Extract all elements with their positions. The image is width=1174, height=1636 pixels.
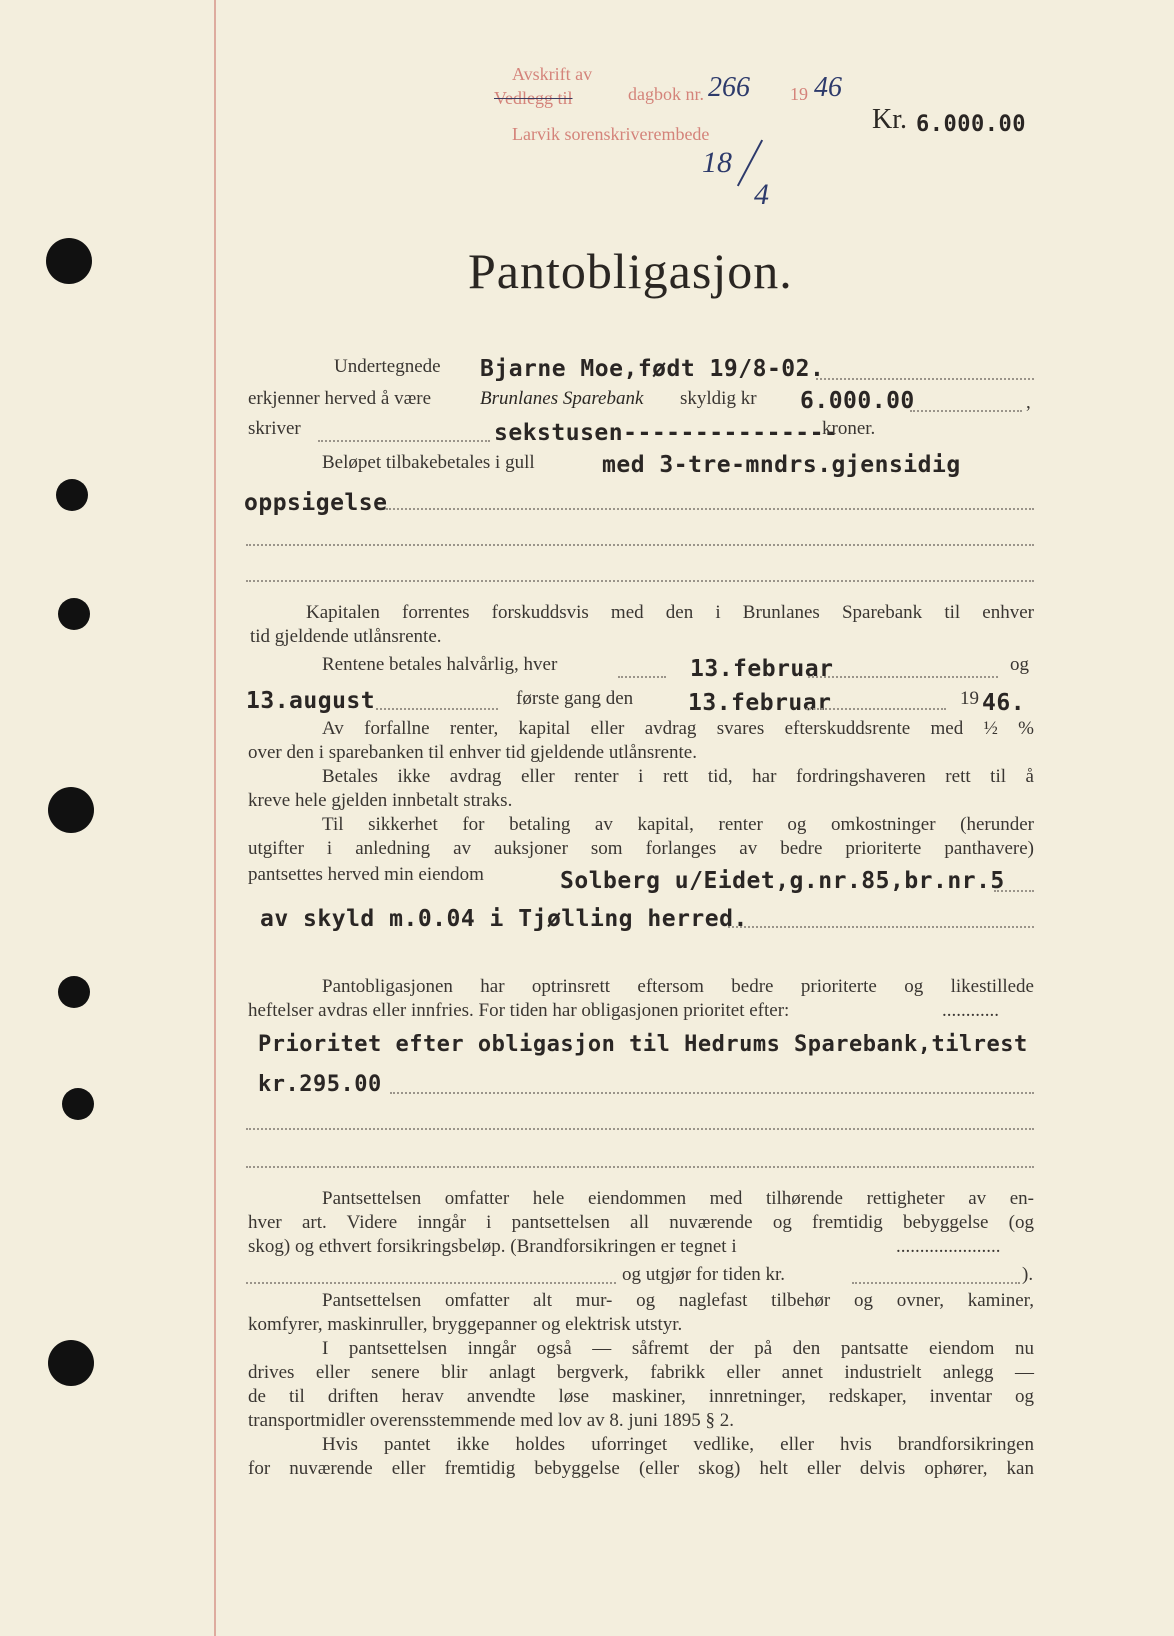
year-handwritten: 46 (814, 72, 842, 103)
dagbok-number: 266 (708, 72, 750, 103)
punch-hole (62, 1088, 94, 1120)
forste-label: første gang den (516, 688, 634, 709)
priority-line-1: Pantobligasjonen har optrinsrett eftersom bedre prioriterte og likestillede (322, 976, 1034, 997)
priority-dots: ............ (942, 1000, 999, 1021)
dotted-line (318, 440, 490, 442)
punch-hole (48, 1340, 94, 1386)
erkjenner-label: erkjenner herved å være (248, 388, 432, 409)
punch-hole (58, 598, 90, 630)
clause-line: kreve hele gjelden innbetalt straks. (248, 790, 513, 811)
priority-value-2: kr.295.00 (258, 1072, 382, 1097)
punch-hole (46, 238, 92, 284)
punch-hole (56, 479, 88, 511)
clause-line: Til sikkerhet for betaling av kapital, renter og omkostninger (herunder (322, 814, 1034, 835)
dotted-line (246, 580, 1034, 582)
header-amount: 6.000.00 (916, 112, 1026, 137)
interest-line-2: tid gjeldende utlånsrente. (250, 626, 442, 647)
pledge-line: de til driften herav anvendte løse maskiner, innretninger, redskaper, inventar og (248, 1386, 1034, 1407)
pledge-line: I pantsettelsen inngår også — såfremt der på den pantsatte eiendom nu (322, 1338, 1034, 1359)
stamp-dagbok: dagbok nr. (628, 84, 704, 104)
pledge-line: og utgjør for tiden kr. (622, 1264, 786, 1285)
dotted-line (910, 410, 1022, 412)
dotted-line (618, 676, 666, 678)
stamp-office: Larvik sorenskriverembede (512, 124, 710, 144)
creditor-name: Brunlanes Sparebank (480, 388, 644, 409)
interest-date-1: 13.februar (690, 656, 834, 682)
dotted-line (246, 1282, 616, 1284)
priority-value-1: Prioritet efter obligasjon til Hedrums Sparebank,tilrest (258, 1032, 1028, 1057)
repay-label: Beløpet tilbakebetales i gull (322, 452, 535, 473)
dotted-line (852, 1282, 1020, 1284)
dotted-line (728, 926, 1034, 928)
dotted-line (246, 1166, 1034, 1168)
dotted-line (386, 508, 1034, 510)
pledge-line: komfyrer, maskinruller, bryggepanner og elektrisk utstyr. (248, 1314, 683, 1335)
clause-line: utgifter i anledning av auksjoner som forlanges av bedre prioriterte panthavere) (248, 838, 1034, 859)
amount-label: Kr. (872, 104, 907, 135)
comma: , (1026, 392, 1031, 413)
og-label: og (1010, 654, 1029, 675)
undertegnede-label: Undertegnede (334, 356, 441, 377)
kroner-label: kroner. (822, 418, 876, 439)
pledge-line: hver art. Videre inngår i pantsettelsen all nuværende og fremtidig bebyggelse (og (248, 1212, 1034, 1233)
margin-rule (214, 0, 216, 1636)
pledge-line: ). (1022, 1264, 1034, 1285)
date-note-top: 18 (702, 146, 732, 179)
repay-terms-2: oppsigelse (244, 490, 388, 516)
clause-line: over den i sparebanken til enhver tid gjeldende utlånsrente. (248, 742, 697, 763)
property-value-2: av skyld m.0.04 i Tjølling herred. (260, 906, 748, 932)
year-prefix: 19 (960, 688, 979, 709)
skyldig-label: skyldig kr (680, 388, 757, 409)
priority-line-2: heftelser avdras eller innfries. For tiden har obligasjonen prioritet efter: (248, 1000, 790, 1021)
pledge-line: drives eller senere blir anlagt bergverk, fabrikk eller annet industrielt anlegg — (248, 1362, 1034, 1383)
date-note-bottom: 4 (754, 178, 769, 211)
dotted-line (806, 708, 946, 710)
dotted-line (246, 544, 1034, 546)
dotted-line (376, 708, 498, 710)
stamp-year-prefix: 19 (790, 84, 808, 104)
interest-date-2: 13.august (246, 688, 376, 714)
dotted-line (816, 378, 1034, 380)
punch-hole (58, 976, 90, 1008)
amount-in-words: sekstusen--------------- (494, 420, 839, 446)
dotted-line (994, 890, 1034, 892)
skriver-label: skriver (248, 418, 301, 439)
stamp-avskrift: Avskrift av (512, 64, 593, 84)
property-value-1: Solberg u/Eidet,g.nr.85,br.nr.5 (560, 868, 1005, 894)
first-payment-date: 13.februar (688, 690, 832, 716)
clause-line: Av forfallne renter, kapital eller avdrag svares efterskuddsrente med ½ % (322, 718, 1034, 739)
interest-line-1: Kapitalen forrentes forskuddsvis med den i Brunlanes Sparebank til enhver (306, 602, 1034, 623)
dotted-line (808, 676, 998, 678)
stamp-vedlegg: Vedlegg til (494, 88, 573, 108)
debt-amount: 6.000.00 (800, 388, 915, 414)
property-label: pantsettes herved min eiendom (248, 864, 484, 885)
dotted-line (246, 1128, 1034, 1130)
debtor-name: Bjarne Moe,født 19/8-02. (480, 356, 825, 382)
repay-terms-1: med 3-tre-mndrs.gjensidig (602, 452, 961, 478)
punch-hole (48, 787, 94, 833)
first-payment-year: 46. (982, 690, 1026, 716)
rentene-label: Rentene betales halvårlig, hver (322, 654, 558, 675)
dotted-line (390, 1092, 1034, 1094)
pledge-line: Pantsettelsen omfatter hele eiendommen med tilhørende rettigheter av en- (322, 1188, 1034, 1209)
pledge-line: Hvis pantet ikke holdes uforringet vedlike, eller hvis brandforsikringen (322, 1434, 1034, 1455)
pledge-line: transportmidler overensstemmende med lov av 8. juni 1895 § 2. (248, 1410, 734, 1431)
pledge-line: Pantsettelsen omfatter alt mur- og naglefast tilbehør og ovner, kaminer, (322, 1290, 1034, 1311)
pledge-line: skog) og ethvert forsikringsbeløp. (Brandforsikringen er tegnet i (248, 1236, 737, 1257)
pledge-line: for nuværende eller fremtidig bebyggelse (eller skog) helt eller delvis ophører, kan (248, 1458, 1034, 1479)
pledge-dots: ...................... (896, 1236, 1001, 1257)
page-title: Pantobligasjon. (468, 243, 793, 299)
clause-line: Betales ikke avdrag eller renter i rett tid, har fordringshaveren rett til å (322, 766, 1034, 787)
